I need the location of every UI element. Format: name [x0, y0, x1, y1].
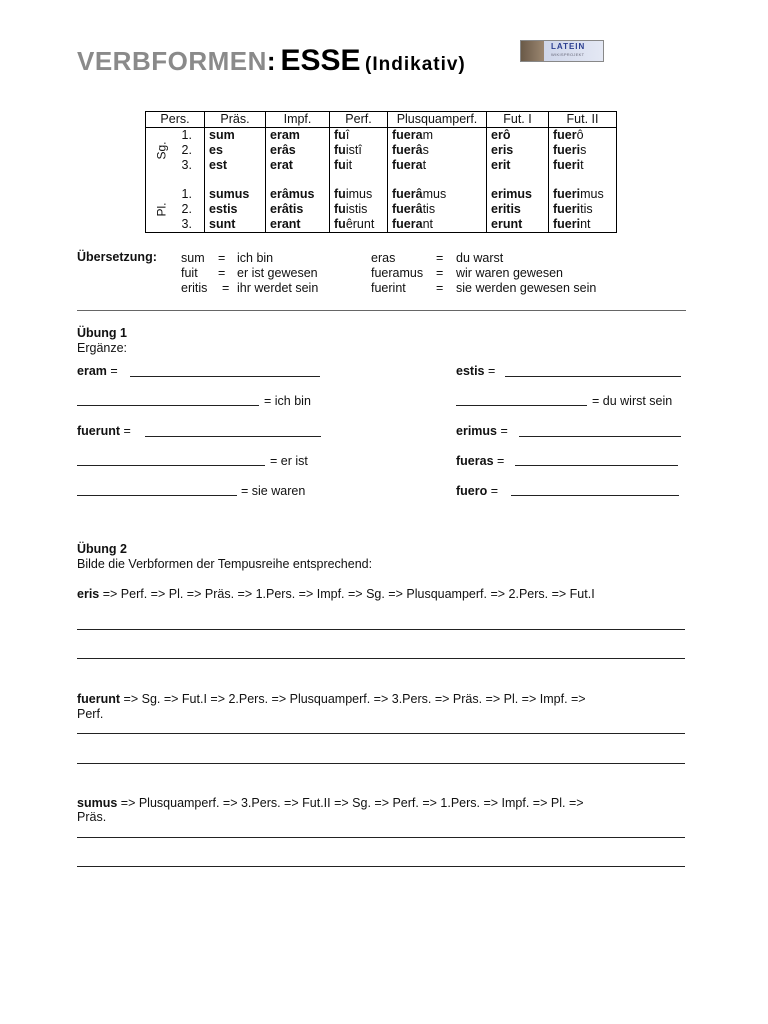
exercise2-task-cont: Präs. — [77, 810, 107, 824]
plqpf-form: fuerâmus — [388, 187, 487, 202]
person-num: 2. — [178, 143, 205, 158]
translation-german: wir waren gewesen — [456, 266, 563, 280]
header-fut1: Fut. I — [487, 112, 549, 128]
ex1-item-du-wirst-sein: = du wirst sein — [592, 394, 673, 408]
page-title — [77, 44, 466, 78]
translation-latin: eritis — [181, 281, 208, 295]
answer-line[interactable] — [77, 629, 685, 630]
perf-form: fuit — [330, 158, 388, 173]
translation-german: du warst — [456, 251, 504, 265]
answer-blank[interactable] — [130, 376, 320, 377]
fut2-form: fuerimus — [549, 187, 617, 202]
exercise2-task: fuerunt => Sg. => Fut.I => 2.Pers. => Plusquamperf. => 3.Pers. => Präs. => Pl. => Impf. => — [77, 692, 586, 706]
exercise2-task: eris => Perf. => Pl. => Präs. => 1.Pers. => Impf. => Sg. => Plusquamperf. => 2.Pers. => Fut.I — [77, 587, 595, 601]
translation-latin: fuerint — [371, 281, 406, 295]
latein-logo — [520, 40, 604, 62]
perf-form: fuêrunt — [330, 217, 388, 233]
table-row — [146, 202, 617, 217]
answer-blank[interactable] — [145, 436, 321, 437]
translation-eq: = — [436, 266, 444, 280]
translation-german: ihr werdet sein — [237, 281, 319, 295]
ex1-item-ich-bin: = ich bin — [264, 394, 311, 408]
fut1-form: erit — [487, 158, 549, 173]
impf-form: eram — [266, 128, 330, 144]
title-mode: (Indikativ) — [365, 54, 466, 75]
exercise1-instruction: Ergänze: — [77, 341, 128, 355]
praes-form: est — [205, 158, 266, 173]
answer-blank[interactable] — [456, 405, 587, 406]
translation-german: sie werden gewesen sein — [456, 281, 597, 295]
praes-form: sum — [205, 128, 266, 144]
conjugation-table — [145, 111, 617, 233]
singular-label-cell — [146, 128, 178, 174]
answer-blank[interactable] — [77, 465, 265, 466]
translation-eq: = — [218, 266, 226, 280]
translation-latin: eras — [371, 251, 396, 265]
plural-label: Pl. — [154, 202, 169, 217]
ex1-item-estis: estis = — [456, 364, 496, 378]
answer-blank[interactable] — [519, 436, 681, 437]
fut2-form: fuerit — [549, 158, 617, 173]
ex1-item-er-ist: = er ist — [270, 454, 308, 468]
person-num: 1. — [178, 187, 205, 202]
translation-eq: = — [436, 281, 444, 295]
answer-line[interactable] — [77, 763, 685, 764]
perf-form: fuistî — [330, 143, 388, 158]
ex1-item-erimus: erimus = — [456, 424, 508, 438]
answer-blank[interactable] — [511, 495, 679, 496]
praes-form: sumus — [205, 187, 266, 202]
table-row — [146, 158, 617, 173]
table-header-row — [146, 112, 617, 128]
perf-form: fuî — [330, 128, 388, 144]
perf-form: fuimus — [330, 187, 388, 202]
ex1-item-fuero: fuero = — [456, 484, 499, 498]
ex1-item-eram: eram = — [77, 364, 118, 378]
plqpf-form: fuerat — [388, 158, 487, 173]
answer-blank[interactable] — [77, 495, 237, 496]
translation-latin: fueramus — [371, 266, 424, 280]
answer-line[interactable] — [77, 866, 685, 867]
person-num: 3. — [178, 158, 205, 173]
fut1-form: eris — [487, 143, 549, 158]
plqpf-form: fuerant — [388, 217, 487, 233]
impf-form: erâtis — [266, 202, 330, 217]
person-num: 2. — [178, 202, 205, 217]
praes-form: sunt — [205, 217, 266, 233]
plqpf-form: fuerâs — [388, 143, 487, 158]
answer-blank[interactable] — [77, 405, 259, 406]
translation-eq: = — [218, 251, 226, 265]
praes-form: estis — [205, 202, 266, 217]
impf-form: erâs — [266, 143, 330, 158]
perf-form: fuistis — [330, 202, 388, 217]
ex1-item-sie-waren: = sie waren — [241, 484, 306, 498]
singular-label: Sg. — [154, 141, 169, 160]
plural-label-cell — [146, 187, 178, 233]
ex1-item-fuerunt: fuerunt = — [77, 424, 131, 438]
translation-label: Übersetzung: — [77, 250, 157, 264]
table-row — [146, 187, 617, 202]
exercise2-task-cont: Perf. — [77, 707, 104, 721]
title-verb: ESSE — [280, 44, 361, 77]
person-num: 1. — [178, 128, 205, 144]
header-pers: Pers. — [146, 112, 205, 128]
translation-german: er ist gewesen — [237, 266, 318, 280]
translation-latin: fuit — [181, 266, 198, 280]
title-colon: : — [266, 46, 277, 76]
plqpf-form: fueram — [388, 128, 487, 144]
title-main: VERBFORMEN — [77, 46, 267, 76]
fut2-form: fueritis — [549, 202, 617, 217]
section-divider — [77, 310, 686, 311]
logo-sub: WIKISPROJEKT — [551, 52, 585, 57]
fut1-form: eritis — [487, 202, 549, 217]
translation-latin: sum — [181, 251, 205, 265]
impf-form: erâmus — [266, 187, 330, 202]
header-impf: Impf. — [266, 112, 330, 128]
logo-word: LATEIN — [551, 42, 586, 51]
table-row — [146, 143, 617, 158]
translation-german: ich bin — [237, 251, 274, 265]
person-num: 3. — [178, 217, 205, 233]
header-plqpf: Plusquamperf. — [388, 112, 487, 128]
fut2-form: fuerô — [549, 128, 617, 144]
fut2-form: fuerint — [549, 217, 617, 233]
fut1-form: erô — [487, 128, 549, 144]
exercise2-instruction: Bilde die Verbformen der Tempusreihe entsprechend: — [77, 557, 373, 571]
fut1-form: erimus — [487, 187, 549, 202]
table-row — [146, 217, 617, 233]
translation-eq: = — [222, 281, 230, 295]
praes-form: es — [205, 143, 266, 158]
header-praes: Präs. — [205, 112, 266, 128]
answer-blank[interactable] — [505, 376, 681, 377]
answer-blank[interactable] — [515, 465, 678, 466]
answer-line[interactable] — [77, 837, 685, 838]
answer-line[interactable] — [77, 733, 685, 734]
impf-form: erat — [266, 158, 330, 173]
header-fut2: Fut. II — [549, 112, 617, 128]
exercise1-title: Übung 1 — [77, 326, 127, 340]
exercise2-title: Übung 2 — [77, 542, 127, 556]
answer-line[interactable] — [77, 658, 685, 659]
fut2-form: fueris — [549, 143, 617, 158]
exercise2-task: sumus => Plusquamperf. => 3.Pers. => Fut.II => Sg. => Perf. => 1.Pers. => Impf. => Pl. => — [77, 796, 584, 810]
translation-eq: = — [436, 251, 444, 265]
plqpf-form: fuerâtis — [388, 202, 487, 217]
ex1-item-fueras: fueras = — [456, 454, 505, 468]
header-perf: Perf. — [330, 112, 388, 128]
table-row — [146, 128, 617, 144]
impf-form: erant — [266, 217, 330, 233]
table-spacer-row — [146, 173, 617, 187]
fut1-form: erunt — [487, 217, 549, 233]
